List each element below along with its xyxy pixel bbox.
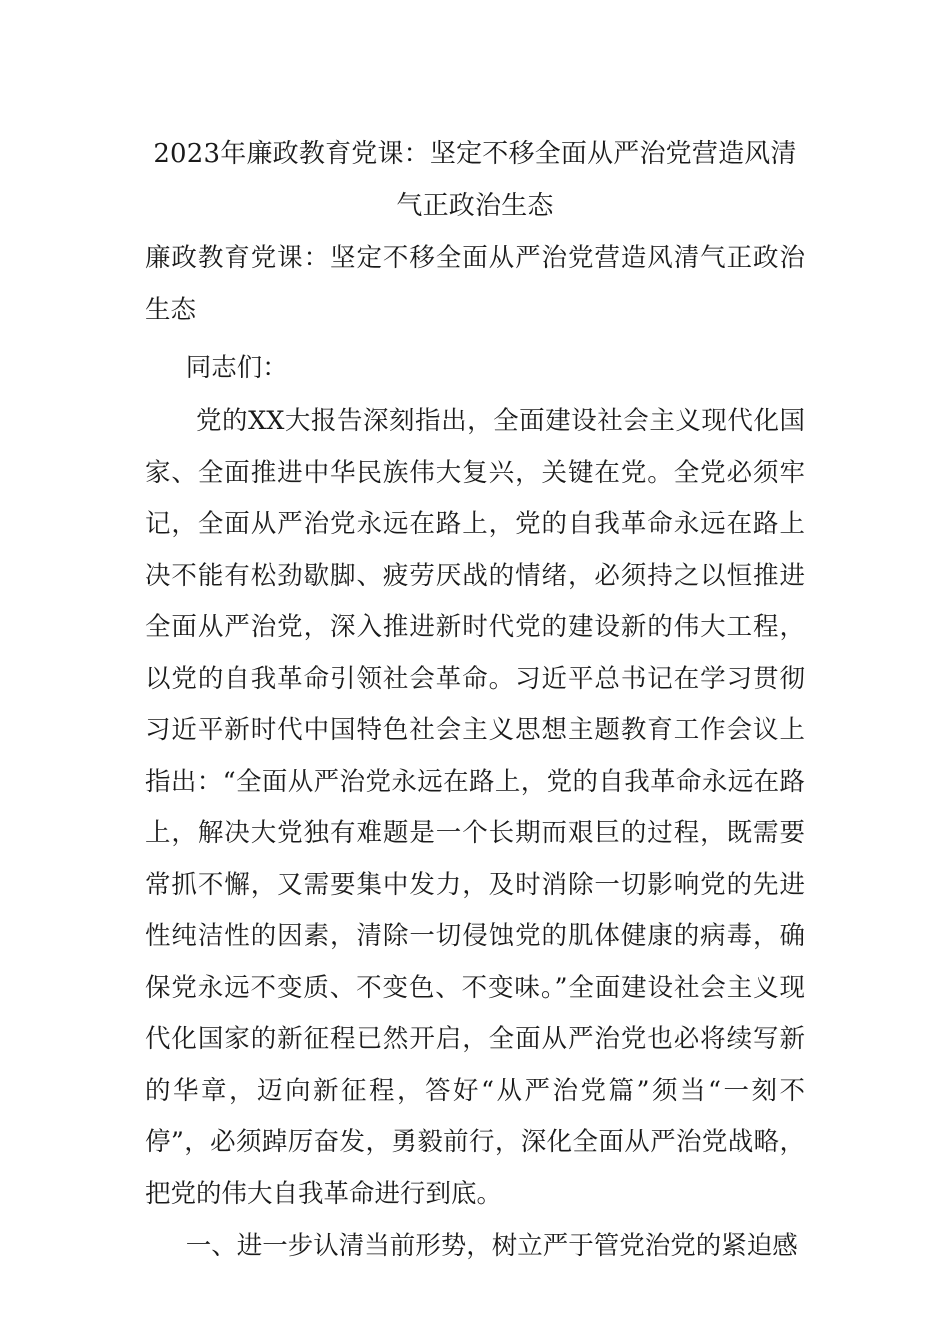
document-page: [145, 128, 805, 1272]
salutation: 同志们：: [185, 353, 288, 383]
document-subtitle: 廉政教育党课：坚定不移全面从严治党营造风清气正政治生态: [145, 243, 805, 325]
section-heading: 一、进一步认清当前形势，树立严于管党治党的紧迫感: [185, 1231, 798, 1261]
body-paragraph: 党的XX大报告深刻指出，全面建设社会主义现代化国家、全面推进中华民族伟大复兴，关键在党。全党必须牢记，全面从严治党永远在路上，党的自我革命永远在路上决不能有松劲歇脚、疲劳厌战的情绪，必须持之以恒推进全面从严治党，深入推进新时代党的建设新的伟大工程，以党的自我革命引领社会革命。习近平总书记在学习贯彻习近平新时代中国特色社会主义思想主题教育工作会议上指出：“全面从严治党永远在路上，党的自我革命永远在路上，解决大党独有难题是一个长期而艰巨的过程，既需要常抓不懈，又需要集中发力，及时消除一切影响党的先进性纯洁性的因素，清除一切侵蚀党的肌体健康的病毒，确保党永远不变质、不变色、不变味。”全面建设社会主义现代化国家的新征程已然开启，全面从严治党也必将续写新的华章，迈向新征程，答好“从严治党篇”须当“一刻不停”，必须踔厉奋发，勇毅前行，深化全面从严治党战略，把党的伟大自我革命进行到底。: [145, 406, 805, 1209]
document-title: 2023年廉政教育党课：坚定不移全面从严治党营造风清气正政治生态: [153, 139, 797, 221]
